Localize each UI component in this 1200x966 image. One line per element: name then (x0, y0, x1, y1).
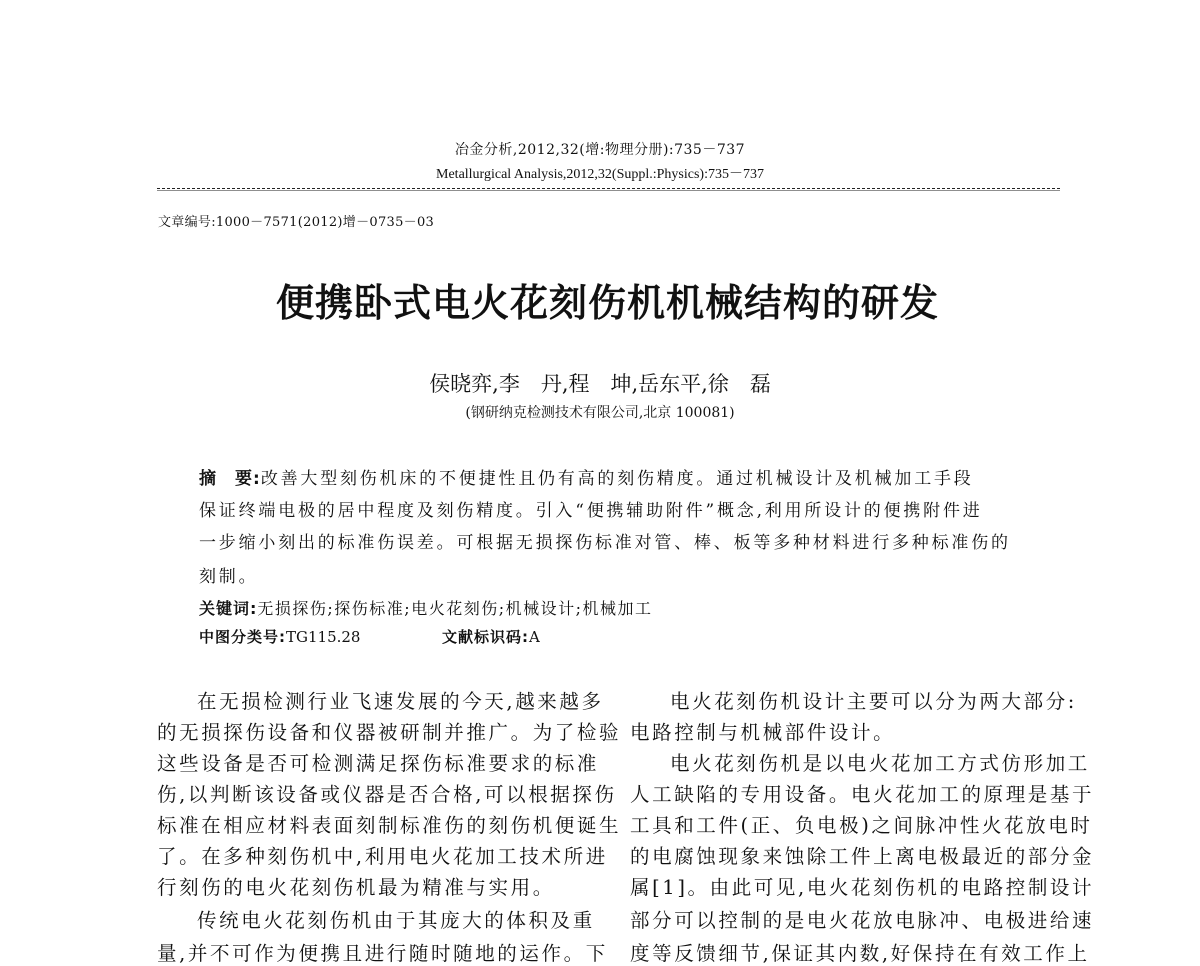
article-number: 文章编号:1000－7571(2012)增－0735－03 (158, 215, 435, 230)
body-line: 这些设备是否可检测满足探伤标准要求的标准 (157, 752, 600, 775)
body-line: 电路控制与机械部件设计。 (630, 721, 896, 744)
body-line: 标准在相应材料表面刻制标准伤的刻伤机便诞生 (157, 814, 622, 837)
body-line: 量,并不可作为便携且进行随时随地的运作。下 (157, 942, 608, 965)
journal-citation-cn: 冶金分析,2012,32(增:物理分册):735－737 (454, 142, 746, 158)
author-list: 侯晓弈,李 丹,程 坤,岳东平,徐 磊 (429, 372, 771, 396)
abstract-text: 改善大型刻伤机床的不便捷性且仍有高的刻伤精度。通过机械设计及机械加工手段 (260, 469, 974, 489)
paper-title: 便携卧式电火花刻伤机机械结构的研发 (275, 281, 939, 325)
body-line: 人工缺陷的专用设备。电火花加工的原理是基于 (630, 783, 1095, 806)
header-rule-underlay (157, 190, 1060, 191)
body-line: 了。在多种刻伤机中,利用电火花加工技术所进 (157, 845, 608, 868)
abstract-label: 摘 要: (199, 469, 261, 489)
body-line: 行刻伤的电火花刻伤机最为精准与实用。 (157, 876, 555, 899)
body-line: 的无损探伤设备和仪器被研制并推广。为了检验 (157, 721, 622, 744)
body-line: 在无损检测行业飞速发展的今天,越来越多 (197, 690, 604, 713)
body-line: 电火花刻伤机设计主要可以分为两大部分: (670, 690, 1077, 713)
body-line: 部分可以控制的是电火花放电脉冲、电极进给速 (630, 909, 1095, 932)
journal-citation-en: Metallurgical Analysis,2012,32(Suppl.:Physics):735－737 (436, 167, 764, 182)
keywords (199, 596, 652, 619)
body-line: 的电腐蚀现象来蚀除工件上离电极最近的部分金 (630, 845, 1095, 868)
abstract-line-4: 刻制。 (199, 567, 259, 587)
abstract-line-3: 一步缩小刻出的标准伤误差。可根据无损探伤标准对管、棒、板等多种材料进行多种标准伤的 (199, 533, 1011, 553)
abstract-line-2: 保证终端电极的居中程度及刻伤精度。引入“便携辅助附件”概念,利用所设计的便携附件进 (199, 501, 983, 521)
body-line: 属[1]。由此可见,电火花刻伤机的电路控制设计 (630, 876, 1095, 899)
body-line: 电火花刻伤机是以电火花加工方式仿形加工 (670, 752, 1090, 775)
classification-number (199, 626, 360, 647)
classification-label: 中图分类号: (199, 628, 286, 646)
keywords-text: 无损探伤;探伤标准;电火花刻伤;机械设计;机械加工 (257, 599, 653, 618)
body-line: 工具和工件(正、负电极)之间脉冲性火花放电时 (630, 814, 1093, 837)
abstract-line-1 (199, 464, 974, 489)
body-line: 度等反馈细节,保证其内数,好保持在有效工作上 (630, 942, 1090, 965)
document-code-label: 文献标识码: (442, 628, 529, 646)
keywords-label: 关键词: (199, 599, 258, 618)
header-rule (157, 188, 1060, 189)
document-code-value: A (529, 628, 540, 646)
body-line: 伤,以判断该设备或仪器是否合格,可以根据探伤 (157, 783, 617, 806)
affiliation: (钢研纳克检测技术有限公司,北京 100081) (465, 405, 735, 421)
body-line: 传统电火花刻伤机由于其庞大的体积及重 (197, 909, 595, 932)
document-code (442, 626, 540, 647)
classification-value: TG115.28 (286, 628, 361, 646)
